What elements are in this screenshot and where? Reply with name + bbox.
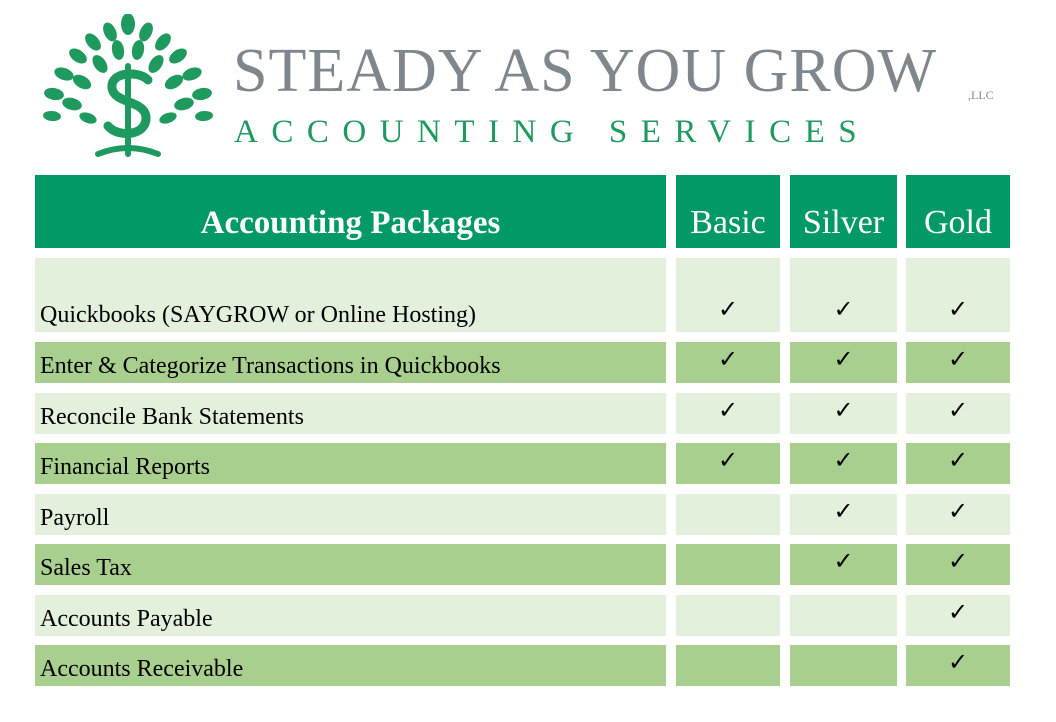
gold-check-cell: ✓ [906,595,1010,636]
row-label: Quickbooks (SAYGROW or Online Hosting) [35,258,666,332]
gold-check-cell: ✓ [906,494,1010,535]
header-accounting-packages: Accounting Packages [35,175,666,248]
silver-check-cell [790,595,897,636]
silver-check-cell [790,645,897,686]
basic-check-cell [676,595,780,636]
silver-check-cell: ✓ [790,393,897,434]
basic-check-cell: ✓ [676,258,780,332]
company-suffix: ,LLC [968,88,994,102]
silver-check-cell: ✓ [790,258,897,332]
gold-check-cell: ✓ [906,342,1010,383]
row-label: Accounts Payable [35,595,666,636]
row-label: Accounts Receivable [35,645,666,686]
row-label: Reconcile Bank Statements [35,393,666,434]
company-name: STEADY AS YOU GROW [233,37,938,105]
company-tagline: ACCOUNTING SERVICES [234,114,871,150]
silver-check-cell: ✓ [790,494,897,535]
gold-check-cell: ✓ [906,544,1010,585]
gold-check-cell: ✓ [906,443,1010,484]
header-basic: Basic [676,175,780,248]
silver-check-cell: ✓ [790,342,897,383]
header-silver: Silver [790,175,897,248]
gold-check-cell: ✓ [906,393,1010,434]
row-label: Enter & Categorize Transactions in Quickbooks [35,342,666,383]
gold-check-cell: ✓ [906,645,1010,686]
basic-check-cell [676,494,780,535]
silver-check-cell: ✓ [790,443,897,484]
row-label: Payroll [35,494,666,535]
row-label: Sales Tax [35,544,666,585]
gold-check-cell: ✓ [906,258,1010,332]
basic-check-cell: ✓ [676,443,780,484]
basic-check-cell [676,645,780,686]
silver-check-cell: ✓ [790,544,897,585]
basic-check-cell: ✓ [676,393,780,434]
basic-check-cell: ✓ [676,342,780,383]
row-label: Financial Reports [35,443,666,484]
basic-check-cell [676,544,780,585]
header-gold: Gold [906,175,1010,248]
